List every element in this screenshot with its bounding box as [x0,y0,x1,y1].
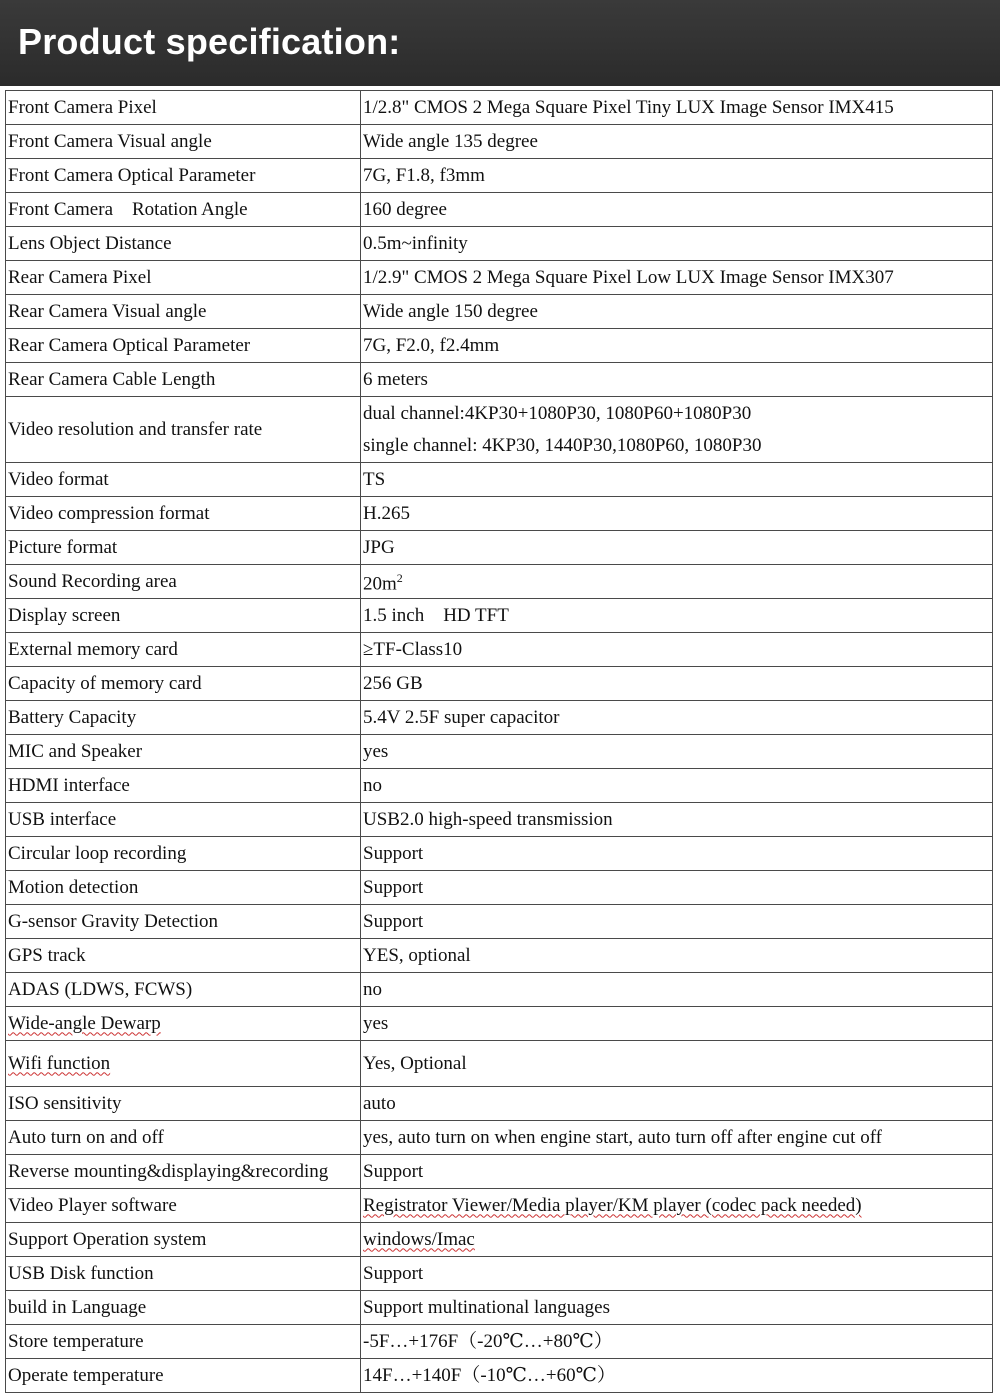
value-cell [361,1189,993,1223]
table-row [6,599,993,633]
param-cell: Rear Camera Cable Length [6,363,361,397]
value-cell: 6 meters [361,363,993,397]
table-row [6,329,993,363]
value-text: windows/Imac [363,1228,475,1250]
value-cell: 14F…+140F（-10℃…+60℃） [361,1359,993,1393]
param-cell: Rear Camera Optical Parameter [6,329,361,363]
value-cell: no [361,973,993,1007]
value-cell: Support [361,1155,993,1189]
param-cell: Video resolution and transfer rate [6,397,361,463]
value-cell: 7G, F2.0, f2.4mm [361,329,993,363]
param-cell: build in Language [6,1291,361,1325]
value-cell: -5F…+176F（-20℃…+80℃） [361,1325,993,1359]
table-row [6,1291,993,1325]
table-row [6,397,993,463]
value-cell: ≥TF-Class10 [361,633,993,667]
value-text: 20m [363,573,397,595]
param-cell: MIC and Speaker [6,735,361,769]
param-cell: Display screen [6,599,361,633]
table-row [6,769,993,803]
param-cell: USB Disk function [6,1257,361,1291]
value-cell: no [361,769,993,803]
table-row [6,973,993,1007]
table-row [6,701,993,735]
table-row [6,1325,993,1359]
param-cell: Rear Camera Pixel [6,261,361,295]
param-cell: External memory card [6,633,361,667]
table-row [6,193,993,227]
table-row [6,531,993,565]
value-cell: 0.5m~infinity [361,227,993,261]
table-row [6,1257,993,1291]
value-cell: yes, auto turn on when engine start, auto turn off after engine cut off [361,1121,993,1155]
param-cell: Video Player software [6,1189,361,1223]
table-row [6,497,993,531]
table-row [6,837,993,871]
value-cell: Wide angle 135 degree [361,125,993,159]
param-cell: Lens Object Distance [6,227,361,261]
value-superscript: 2 [396,571,403,586]
param-cell [6,1041,361,1087]
param-cell [6,1007,361,1041]
value-cell: JPG [361,531,993,565]
table-row [6,363,993,397]
param-cell: Battery Capacity [6,701,361,735]
value-text: Registrator Viewer/Media player/KM player (codec pack needed) [363,1194,862,1216]
param-cell: Reverse mounting&displaying&recording [6,1155,361,1189]
param-cell: Store temperature [6,1325,361,1359]
param-cell: ADAS (LDWS, FCWS) [6,973,361,1007]
spec-table [5,90,993,1393]
table-row [6,1223,993,1257]
table-row [6,667,993,701]
value-cell [361,397,993,463]
value-cell: Support [361,905,993,939]
table-row [6,227,993,261]
param-cell: Video format [6,463,361,497]
table-row [6,735,993,769]
param-text: Wifi function [8,1052,111,1074]
value-cell: 1/2.9" CMOS 2 Mega Square Pixel Low LUX Image Sensor IMX307 [361,261,993,295]
value-cell: 7G, F1.8, f3mm [361,159,993,193]
param-cell: Motion detection [6,871,361,905]
param-cell: Circular loop recording [6,837,361,871]
value-cell: Support multinational languages [361,1291,993,1325]
table-row [6,1189,993,1223]
table-row [6,939,993,973]
value-cell: YES, optional [361,939,993,973]
value-cell: 256 GB [361,667,993,701]
value-cell: 1/2.8" CMOS 2 Mega Square Pixel Tiny LUX Image Sensor IMX415 [361,91,993,125]
param-cell: Front Camera Optical Parameter [6,159,361,193]
param-cell: Front Camera Visual angle [6,125,361,159]
value-cell: Wide angle 150 degree [361,295,993,329]
param-cell: GPS track [6,939,361,973]
value-line: single channel: 4KP30, 1440P30,1080P60, 1080P30 [363,434,762,456]
value-cell [361,1223,993,1257]
table-row [6,1155,993,1189]
table-row [6,905,993,939]
param-cell [6,193,361,227]
value-cell: 5.4V 2.5F super capacitor [361,701,993,735]
param-cell: USB interface [6,803,361,837]
param-cell: Video compression format [6,497,361,531]
param-cell: Front Camera Pixel [6,91,361,125]
param-cell: Picture format [6,531,361,565]
table-row [6,159,993,193]
table-row [6,1087,993,1121]
param-cell: Support Operation system [6,1223,361,1257]
value-line: dual channel:4KP30+1080P30, 1080P60+1080P30 [363,402,752,424]
value-cell: 160 degree [361,193,993,227]
value-cell [361,565,993,599]
table-row [6,633,993,667]
param-cell: Operate temperature [6,1359,361,1393]
table-row [6,565,993,599]
value-cell: Yes, Optional [361,1041,993,1087]
param-text: Wide-angle Dewarp [8,1012,161,1034]
table-row [6,125,993,159]
page-title: Product specification: [18,21,401,62]
param-cell: G-sensor Gravity Detection [6,905,361,939]
value-cell: TS [361,463,993,497]
param-cell: HDMI interface [6,769,361,803]
param-cell: Rear Camera Visual angle [6,295,361,329]
value-cell: USB2.0 high-speed transmission [361,803,993,837]
value-cell: Support [361,1257,993,1291]
value-cell: Support [361,837,993,871]
value-cell: auto [361,1087,993,1121]
value-text: 1.5 inch HD TFT [363,604,509,626]
param-cell: Auto turn on and off [6,1121,361,1155]
table-row [6,91,993,125]
table-row [6,1041,993,1087]
value-cell [361,599,993,633]
value-cell: Support [361,871,993,905]
value-cell: H.265 [361,497,993,531]
table-row [6,1121,993,1155]
table-row [6,803,993,837]
value-cell: yes [361,1007,993,1041]
param-cell: ISO sensitivity [6,1087,361,1121]
table-row [6,871,993,905]
param-cell: Capacity of memory card [6,667,361,701]
value-cell: yes [361,735,993,769]
param-cell: Sound Recording area [6,565,361,599]
table-row [6,1359,993,1393]
table-row [6,261,993,295]
table-row [6,1007,993,1041]
table-row [6,295,993,329]
param-text: Front Camera Rotation Angle [8,198,248,220]
page-header [0,0,1000,86]
table-row [6,463,993,497]
